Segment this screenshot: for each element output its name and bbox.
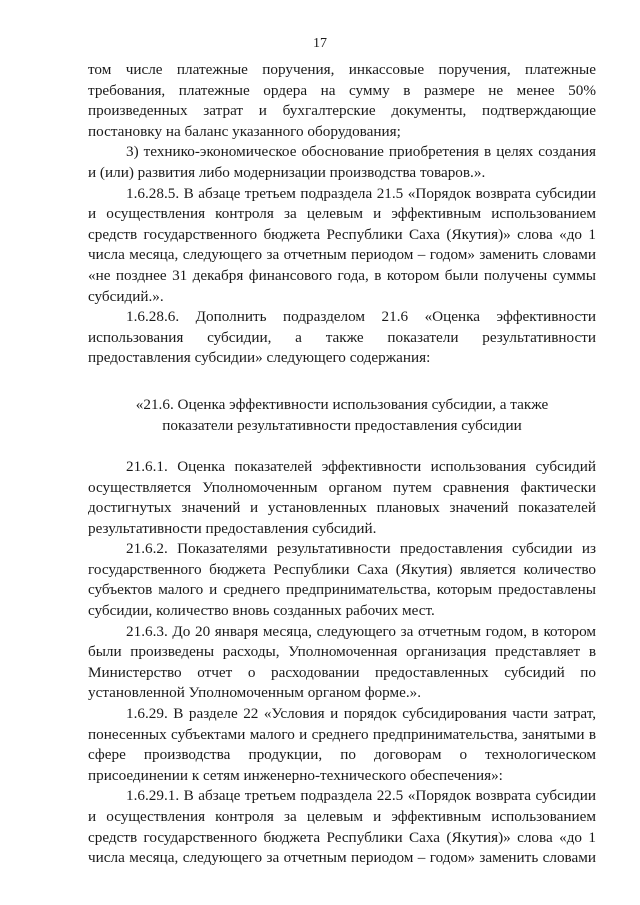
- paragraph: [88, 142, 596, 183]
- spacer: [88, 436, 596, 457]
- text-line: том числе платежные поручения, инкассовые поручения, платежные: [88, 61, 596, 78]
- paragraph: [88, 184, 596, 308]
- text-line: «не позднее 31 декабря финансового года, в котором были получены суммы: [88, 266, 596, 284]
- paragraph: [88, 60, 596, 142]
- text-line: требования, платежные ордера на сумму в размере не менее 50%: [88, 81, 596, 99]
- text-line: осуществляется Уполномоченным органом путем сравнения фактически: [88, 478, 596, 496]
- text-line: и (или) развития либо модернизации производства товаров.».: [88, 163, 486, 181]
- text-line: числа месяца, следующего за отчетным периодом – годом» заменить словами: [88, 246, 596, 264]
- paragraph: [88, 704, 596, 786]
- paragraph: [88, 786, 596, 868]
- text-line: 3) технико-экономическое обоснование приобретения в целях создания: [126, 143, 596, 161]
- paragraph: [88, 539, 596, 621]
- text-line: результативности предоставления субсидий.: [88, 519, 377, 537]
- text-line: произведенных затрат и бухгалтерские документы, подтверждающие: [88, 102, 596, 120]
- text-line: субсидий.».: [88, 287, 164, 305]
- text-line: предоставления субсидии» следующего содержания:: [88, 349, 431, 367]
- text-line: и осуществления контроля за целевым и эффективным использованием: [88, 205, 596, 223]
- text-line: достигнутых значений и установленных плановых значений показателей: [88, 499, 596, 517]
- page-number: 17: [313, 36, 327, 51]
- text-line: средств государственного бюджета Республики Саха (Якутия)» слова «до 1: [88, 828, 596, 846]
- spacer: [88, 369, 596, 394]
- paragraph: [88, 457, 596, 539]
- text-line: государственного бюджета Республики Саха (Якутия) является количество: [88, 560, 596, 578]
- text-line: числа месяца, следующего за отчетным периодом – годом» заменить словами: [88, 849, 596, 867]
- text-line: субсидии, количество вновь созданных рабочих мест.: [88, 602, 435, 620]
- paragraphs-after-heading: [88, 457, 596, 869]
- text-line: были произведены расходы, Уполномоченная организация представляет в: [88, 643, 596, 661]
- document-body: [88, 60, 596, 869]
- section-heading: [88, 394, 596, 436]
- text-line: 1.6.28.5. В абзаце третьем подраздела 21.5 «Порядок возврата субсидии: [126, 184, 596, 202]
- text-line: 1.6.29. В разделе 22 «Условия и порядок субсидирования части затрат,: [126, 705, 596, 723]
- text-line: средств государственного бюджета Республики Саха (Якутия)» слова «до 1: [88, 225, 596, 243]
- text-line: установленной Уполномоченным органом форме.».: [88, 684, 422, 702]
- paragraphs-before-heading: [88, 60, 596, 369]
- paragraph: [88, 622, 596, 704]
- text-line: сфере производства продукции, по договорам о технологическом: [88, 746, 596, 764]
- text-line: 1.6.28.6. Дополнить подразделом 21.6 «Оценка эффективности: [126, 308, 596, 326]
- text-line: понесенных субъектами малого и среднего предпринимательства, занятыми в: [88, 725, 596, 743]
- text-line: субъектов малого и среднего предпринимательства, которым предоставлены: [88, 581, 596, 599]
- paragraph: [88, 307, 596, 369]
- text-line: постановку на баланс указанного оборудования;: [88, 122, 401, 140]
- text-line: использования субсидии, а также показатели результативности: [88, 328, 596, 346]
- text-line: 21.6.2. Показателями результативности предоставления субсидии из: [126, 540, 596, 558]
- text-line: 21.6.1. Оценка показателей эффективности использования субсидий: [126, 457, 596, 475]
- heading-line: показатели результативности предоставления субсидии: [162, 416, 522, 434]
- text-line: и осуществления контроля за целевым и эффективным использованием: [88, 808, 596, 825]
- text-line: 1.6.29.1. В абзаце третьем подраздела 22.5 «Порядок возврата субсидии: [126, 787, 596, 805]
- text-line: 21.6.3. До 20 января месяца, следующего за отчетным годом, в котором: [126, 622, 596, 640]
- heading-line: «21.6. Оценка эффективности использования субсидии, а также: [135, 395, 549, 413]
- text-line: присоединении к сетям инженерно-технического обеспечения»:: [88, 766, 503, 784]
- text-line: Министерство отчет о расходовании предоставленных субсидий по: [88, 663, 596, 681]
